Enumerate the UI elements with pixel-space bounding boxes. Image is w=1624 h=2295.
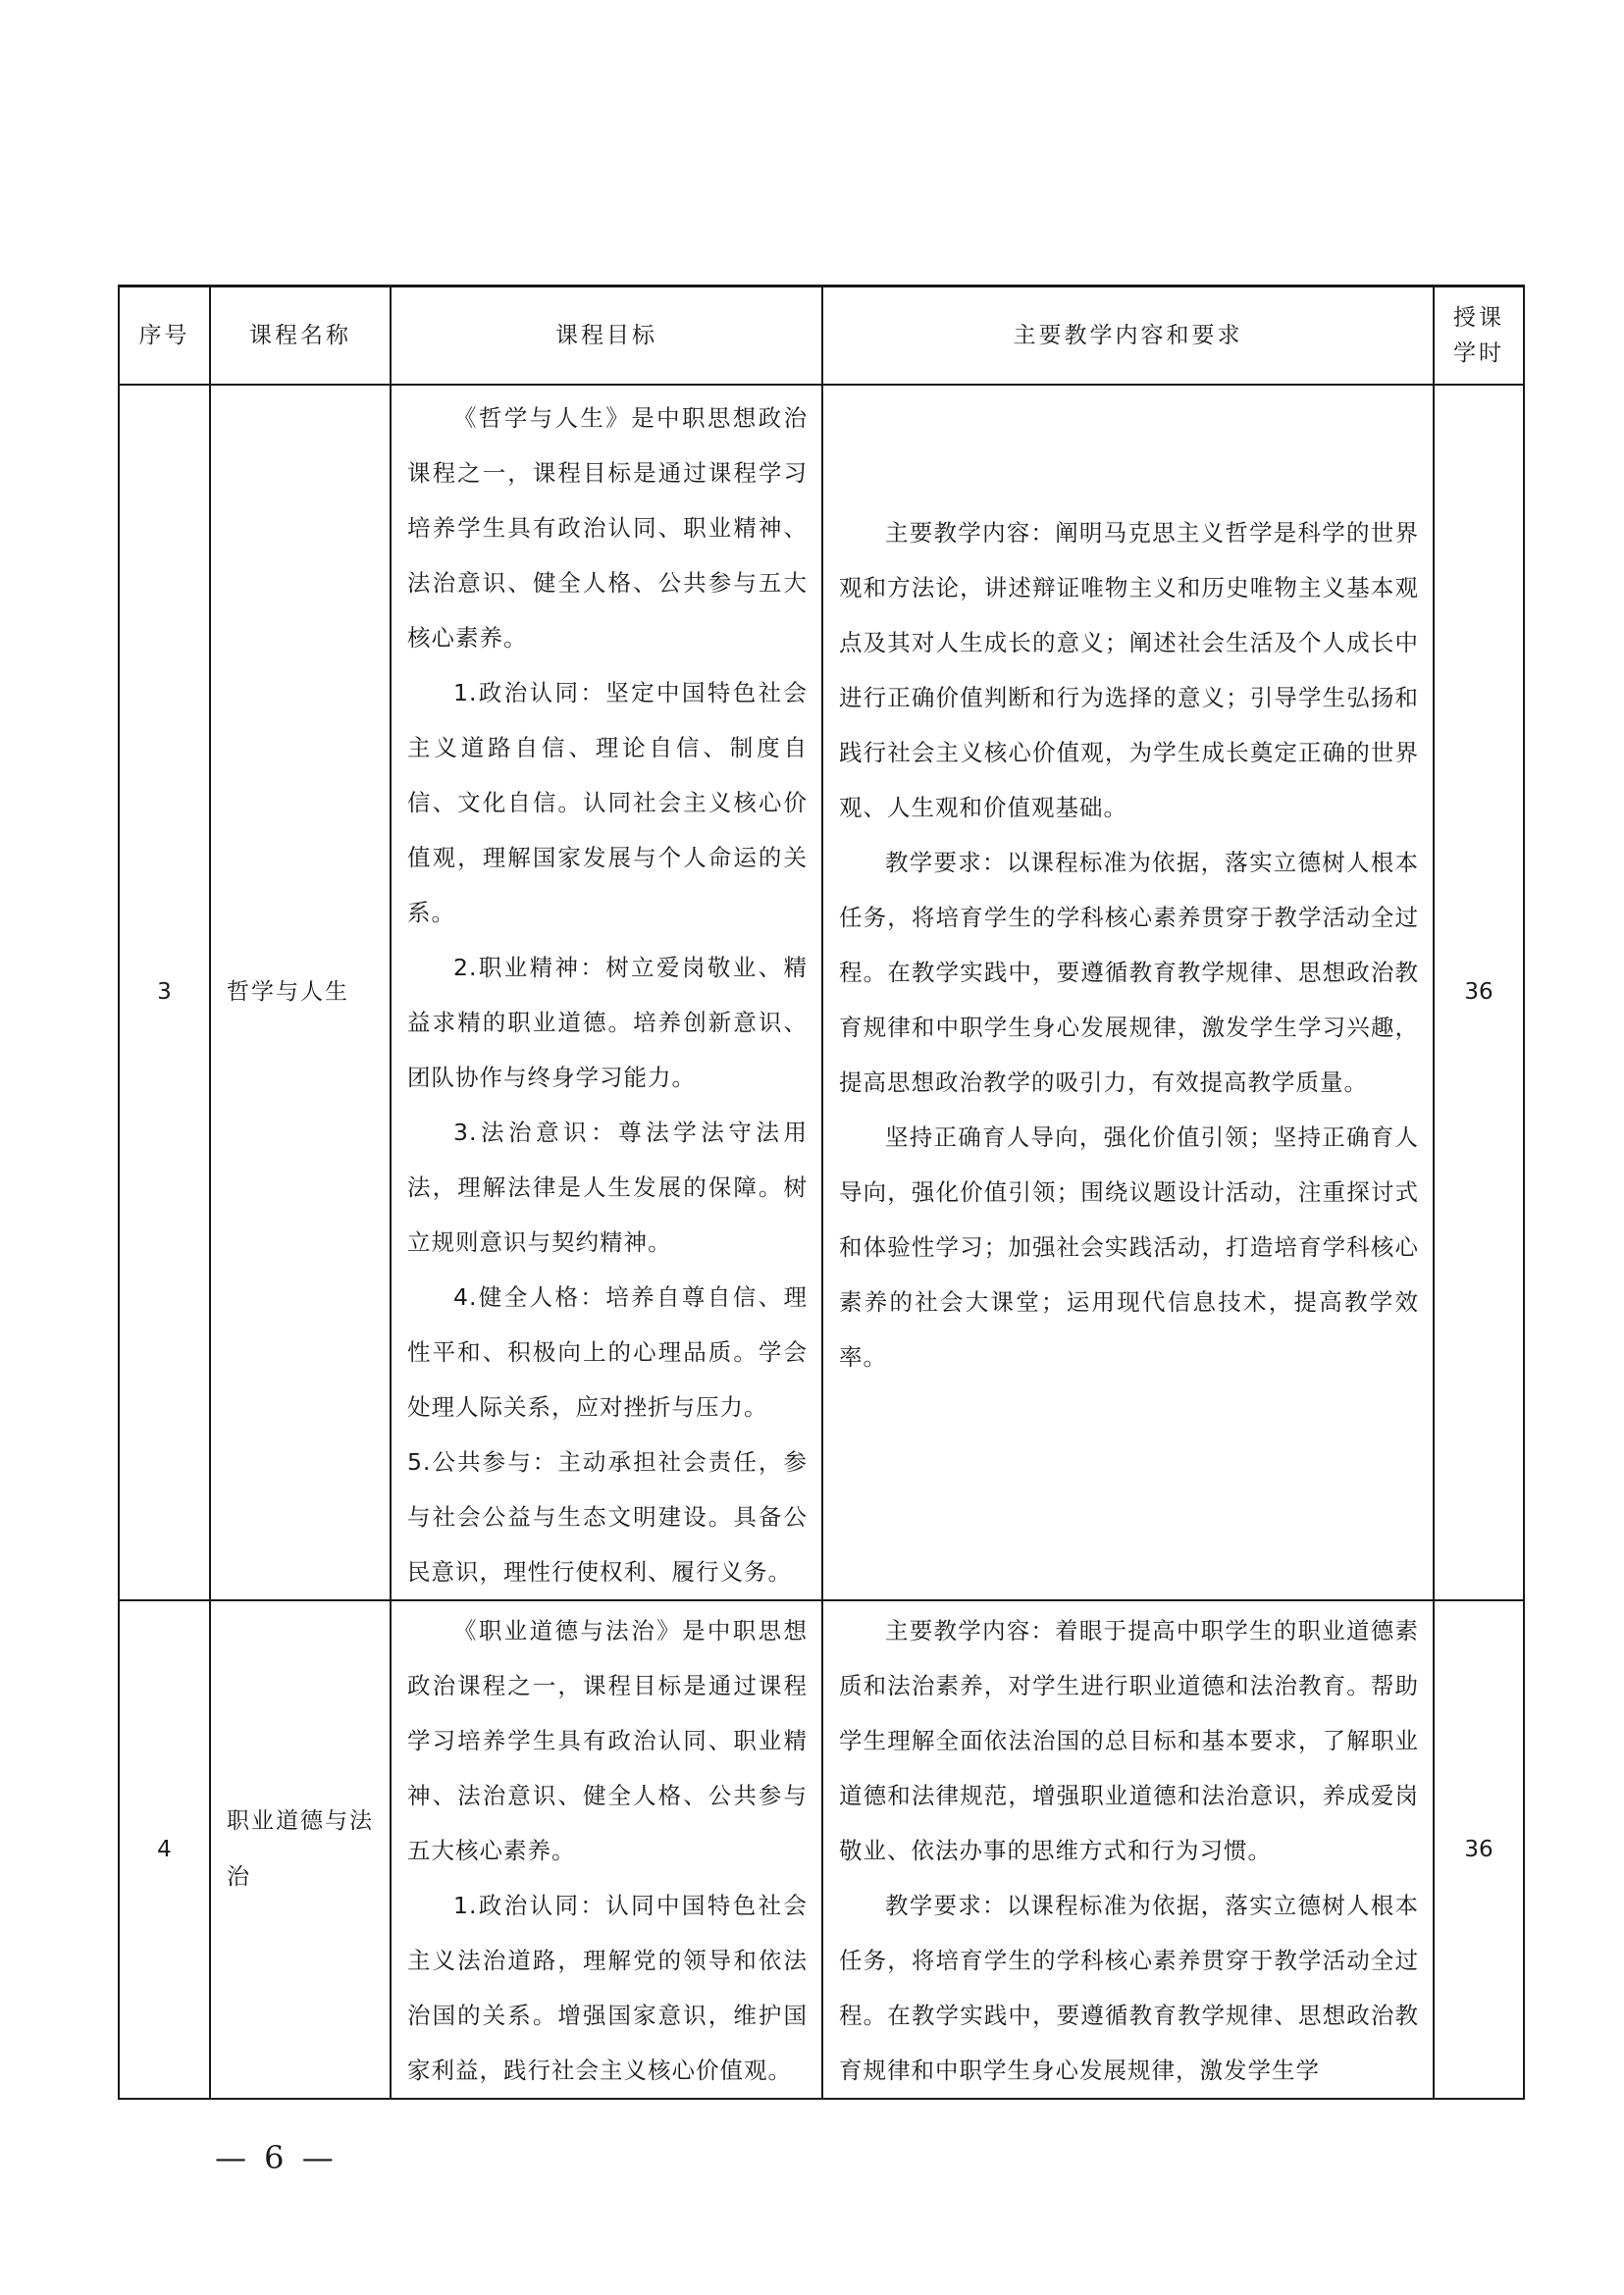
header-course-name: 课程名称 [210,287,391,385]
row-course-name: 职业道德与法治 [210,1600,391,2099]
row-index: 4 [119,1600,210,2099]
row-course-goals [391,1600,822,2099]
table-row [119,1600,1524,2099]
goal-paragraph: 1.政治认同：坚定中国特色社会主义道路自信、理论自信、制度自信、文化自信。认同社会主义核心价值观，理解国家发展与个人命运的关系。 [407,678,808,926]
row-course-name: 哲学与人生 [210,385,391,1600]
row-teaching-content [822,1600,1434,2099]
row-teaching-content [822,385,1434,1600]
header-course-goals: 课程目标 [391,287,822,385]
course-table [118,285,1525,2100]
goal-paragraph: 5.公共参与：主动承担社会责任，参与社会公益与生态文明建设。具备公民意识，理性行使权利、履行义务。 [407,1447,808,1586]
row-teaching-hours: 36 [1434,385,1524,1600]
row-teaching-hours: 36 [1434,1600,1524,2099]
row-course-goals [391,385,822,1600]
page-number: — 6 — [215,2139,338,2176]
goal-paragraph: 《哲学与人生》是中职思想政治课程之一，课程目标是通过课程学习培养学生具有政治认同、职业精神、法治意识、健全人格、公共参与五大核心素养。 [407,403,808,652]
content-paragraph: 教学要求：以课程标准为依据，落实立德树人根本任务，将培育学生的学科核心素养贯穿于教学活动全过程。在教学实践中，要遵循教育教学规律、思想政治教育规律和中职学生身心发展规律，激发学生学习兴趣，提高思想政治教学的吸引力，有效提高教学质量。 [839,848,1419,1096]
table-row [119,385,1524,1600]
goal-paragraph: 3.法治意识：尊法学法守法用法，理解法律是人生发展的保障。树立规则意识与契约精神。 [407,1118,808,1256]
content-paragraph: 坚持正确育人导向，强化价值引领；坚持正确育人导向，强化价值引领；围绕议题设计活动，注重探讨式和体验性学习；加强社会实践活动，打造培育学科核心素养的社会大课堂；运用现代信息技术，提高教学效率。 [839,1122,1419,1371]
content-paragraph: 教学要求：以课程标准为依据，落实立德树人根本任务，将培育学生的学科核心素养贯穿于教学活动全过程。在教学实践中，要遵循教育教学规律、思想政治教育规律和中职学生身心发展规律，激发学生学 [839,1891,1419,2084]
goal-paragraph: 《职业道德与法治》是中职思想政治课程之一，课程目标是通过课程学习培养学生具有政治认同、职业精神、法治意识、健全人格、公共参与五大核心素养。 [407,1616,808,1864]
header-index: 序号 [119,287,210,385]
content-paragraph: 主要教学内容：着眼于提高中职学生的职业道德素质和法治素养，对学生进行职业道德和法治教育。帮助学生理解全面依法治国的总目标和基本要求，了解职业道德和法律规范，增强职业道德和法治意识，养成爱岗敬业、依法办事的思维方式和行为习惯。 [839,1616,1419,1864]
header-teaching-hours: 授课学时 [1434,287,1524,385]
header-row [119,287,1524,385]
row-index: 3 [119,385,210,1600]
header-teaching-content: 主要教学内容和要求 [822,287,1434,385]
goal-paragraph: 4.健全人格：培养自尊自信、理性平和、积极向上的心理品质。学会处理人际关系，应对挫折与压力。 [407,1282,808,1421]
goal-paragraph: 2.职业精神：树立爱岗敬业、精益求精的职业道德。培养创新意识、团队协作与终身学习能力。 [407,953,808,1091]
content-paragraph: 主要教学内容：阐明马克思主义哲学是科学的世界观和方法论，讲述辩证唯物主义和历史唯物主义基本观点及其对人生成长的意义；阐述社会生活及个人成长中进行正确价值判断和行为选择的意义；引导学生弘扬和践行社会主义核心价值观，为学生成长奠定正确的世界观、人生观和价值观基础。 [839,518,1419,821]
goal-paragraph: 1.政治认同：认同中国特色社会主义法治道路，理解党的领导和依法治国的关系。增强国家意识，维护国家利益，践行社会主义核心价值观。 [407,1891,808,2084]
